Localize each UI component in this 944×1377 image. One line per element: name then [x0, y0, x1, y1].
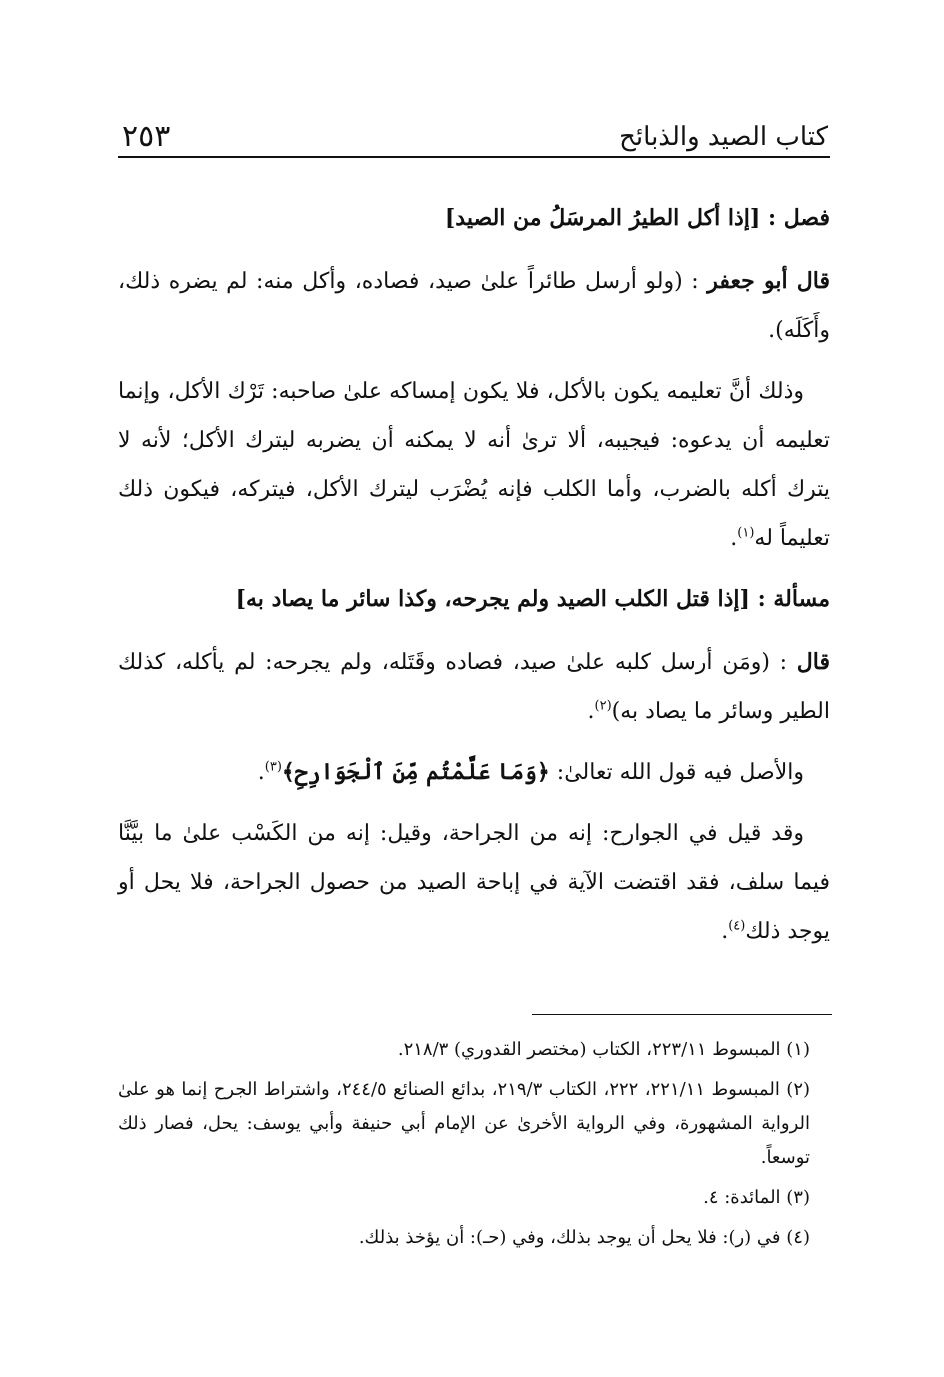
footnote-separator	[532, 1014, 832, 1015]
quran-verse: ﴿وَمَا عَلَّمْتُم مِّنَ ٱلْجَوَارِحِ﴾	[281, 759, 550, 785]
footnote-ref-2[interactable]: (٢)	[594, 698, 612, 714]
footnote-ref-1[interactable]: (١)	[737, 525, 755, 541]
footnote-2: (٢) المبسوط ٢٢١/١١، ٢٢٢، الكتاب ٢١٩/٣، بدائع الصنائع ٢٤٤/٥، واشتراط الجرح إنما هو علىٰ الرواية المشهورة، وفي الرواية الأخرىٰ عن الإمام أبي حنيفة وأبي يوسف: يحل، فصار ذلك توسعاً.	[118, 1079, 811, 1168]
paragraph-2-text: وذلك أنَّ تعليمه يكون بالأكل، فلا يكون إمساكه علىٰ صاحبه: تَرْك الأكل، وإنما تعليمه أن يدعوه: فيجيبه، ألا ترىٰ أنه لا يمكنه أن يضربه ليترك الأكل؛ لأنه لا يترك أكله بالضرب، وأما الكلب فإنه يُضْرَب ليترك الأكل، فيتركه، فيكون ذلك تعليماً له	[118, 379, 830, 551]
page-number: ٢٥٣	[122, 119, 171, 154]
footnote-4: (٤) في (ر): فلا يحل أن يوجد بذلك، وفي (حـ): أن يؤخذ بذلك.	[358, 1227, 810, 1248]
paragraph-5-end: .	[721, 919, 729, 944]
footnote-1: (١) المبسوط ٢٢٣/١١، الكتاب (مختصر القدوري) ٢١٨/٣.	[397, 1039, 810, 1060]
paragraph-2	[118, 367, 830, 563]
speaker-label: قال أبو جعفر	[707, 268, 830, 294]
masala-heading: مسألة : [إذا قتل الكلب الصيد ولم يجرحه، وكذا سائر ما يصاد به]	[235, 586, 830, 612]
footnotes	[118, 1033, 830, 1255]
main-text	[118, 194, 830, 956]
paragraph-4-text: والأصل فيه قول الله تعالىٰ:	[549, 760, 804, 785]
paragraph-4-end: .	[257, 760, 265, 785]
paragraph-3-text: : (ومَن أرسل كلبه علىٰ صيد، فصاده وقَتَله، ولم يجرحه: لم يأكله، كذلك الطير وسائر ما يصاد به)	[118, 650, 830, 724]
footnote-3: (٣) المائدة: ٤.	[703, 1187, 810, 1208]
fasl-heading: فصل : [إذا أكل الطيرُ المرسَلُ من الصيد]	[444, 205, 830, 231]
paragraph-4	[118, 748, 830, 797]
footnote-ref-3[interactable]: (٣)	[264, 759, 282, 775]
speaker-label: قال	[796, 649, 830, 675]
running-header	[118, 112, 830, 158]
paragraph-5-text: وقد قيل في الجوارح: إنه من الجراحة، وقيل: إنه من الكَسْب علىٰ ما بيَّنَّا فيما سلف، فقد اقتضت الآية في إباحة الصيد من حصول الجراحة، فلا يحل أو يوجد ذلك	[118, 821, 830, 944]
paragraph-3	[118, 638, 830, 736]
footnote-ref-4[interactable]: (٤)	[728, 918, 746, 934]
paragraph-1	[118, 257, 830, 355]
paragraph-1-text: : (ولو أرسل طائراً علىٰ صيد، فصاده، وأكل منه: لم يضره ذلك، وأَكَلَه).	[118, 269, 830, 343]
book-page	[118, 112, 830, 1261]
book-title: كتاب الصيد والذبائح	[619, 122, 828, 152]
paragraph-5	[118, 809, 830, 956]
paragraph-2-end: .	[730, 526, 738, 551]
paragraph-3-end: .	[587, 699, 595, 724]
